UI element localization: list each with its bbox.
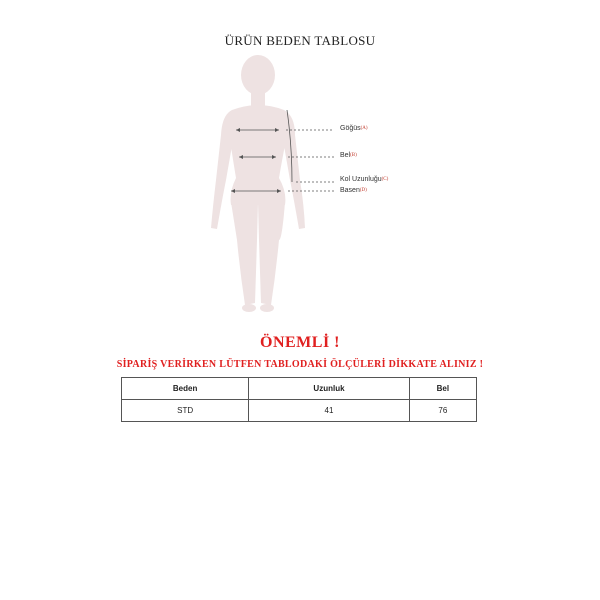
measure-label-hip [340,187,367,194]
size-table-cell-bel: 76 [409,400,476,422]
measure-label-chest-code: (A) [360,126,368,131]
important-heading: ÖNEMLİ ! [260,334,340,351]
table-row [122,400,477,422]
measure-label-sleeve [340,176,388,183]
measure-label-hip-text: Basen [340,187,360,194]
measure-label-sleeve-text: Kol Uzunluğu [340,176,382,183]
order-warning-text: SİPARİŞ VERİRKEN LÜTFEN TABLODAKİ ÖLÇÜLERİ DİKKATE ALINIZ ! [116,359,484,370]
size-table-cell-uzunluk: 41 [249,400,410,422]
measure-label-waist-text: Bel [340,152,351,159]
size-table-header-beden: Beden [122,378,249,400]
measure-label-sleeve-code: (C) [381,177,389,182]
size-table [121,377,477,422]
body-silhouette [211,55,305,312]
size-table-cell-beden: STD [122,400,249,422]
measure-label-hip-code: (D) [359,188,367,193]
measure-label-waist [340,152,357,159]
size-table-header-bel: Bel [409,378,476,400]
measure-label-chest-text: Göğüs [340,125,361,132]
measure-label-chest [340,125,368,132]
size-table-header-row [122,378,477,400]
page-title: ÜRÜN BEDEN TABLOSU [224,33,376,48]
size-table-header-uzunluk: Uzunluk [249,378,410,400]
measure-label-waist-code: (B) [350,153,357,158]
